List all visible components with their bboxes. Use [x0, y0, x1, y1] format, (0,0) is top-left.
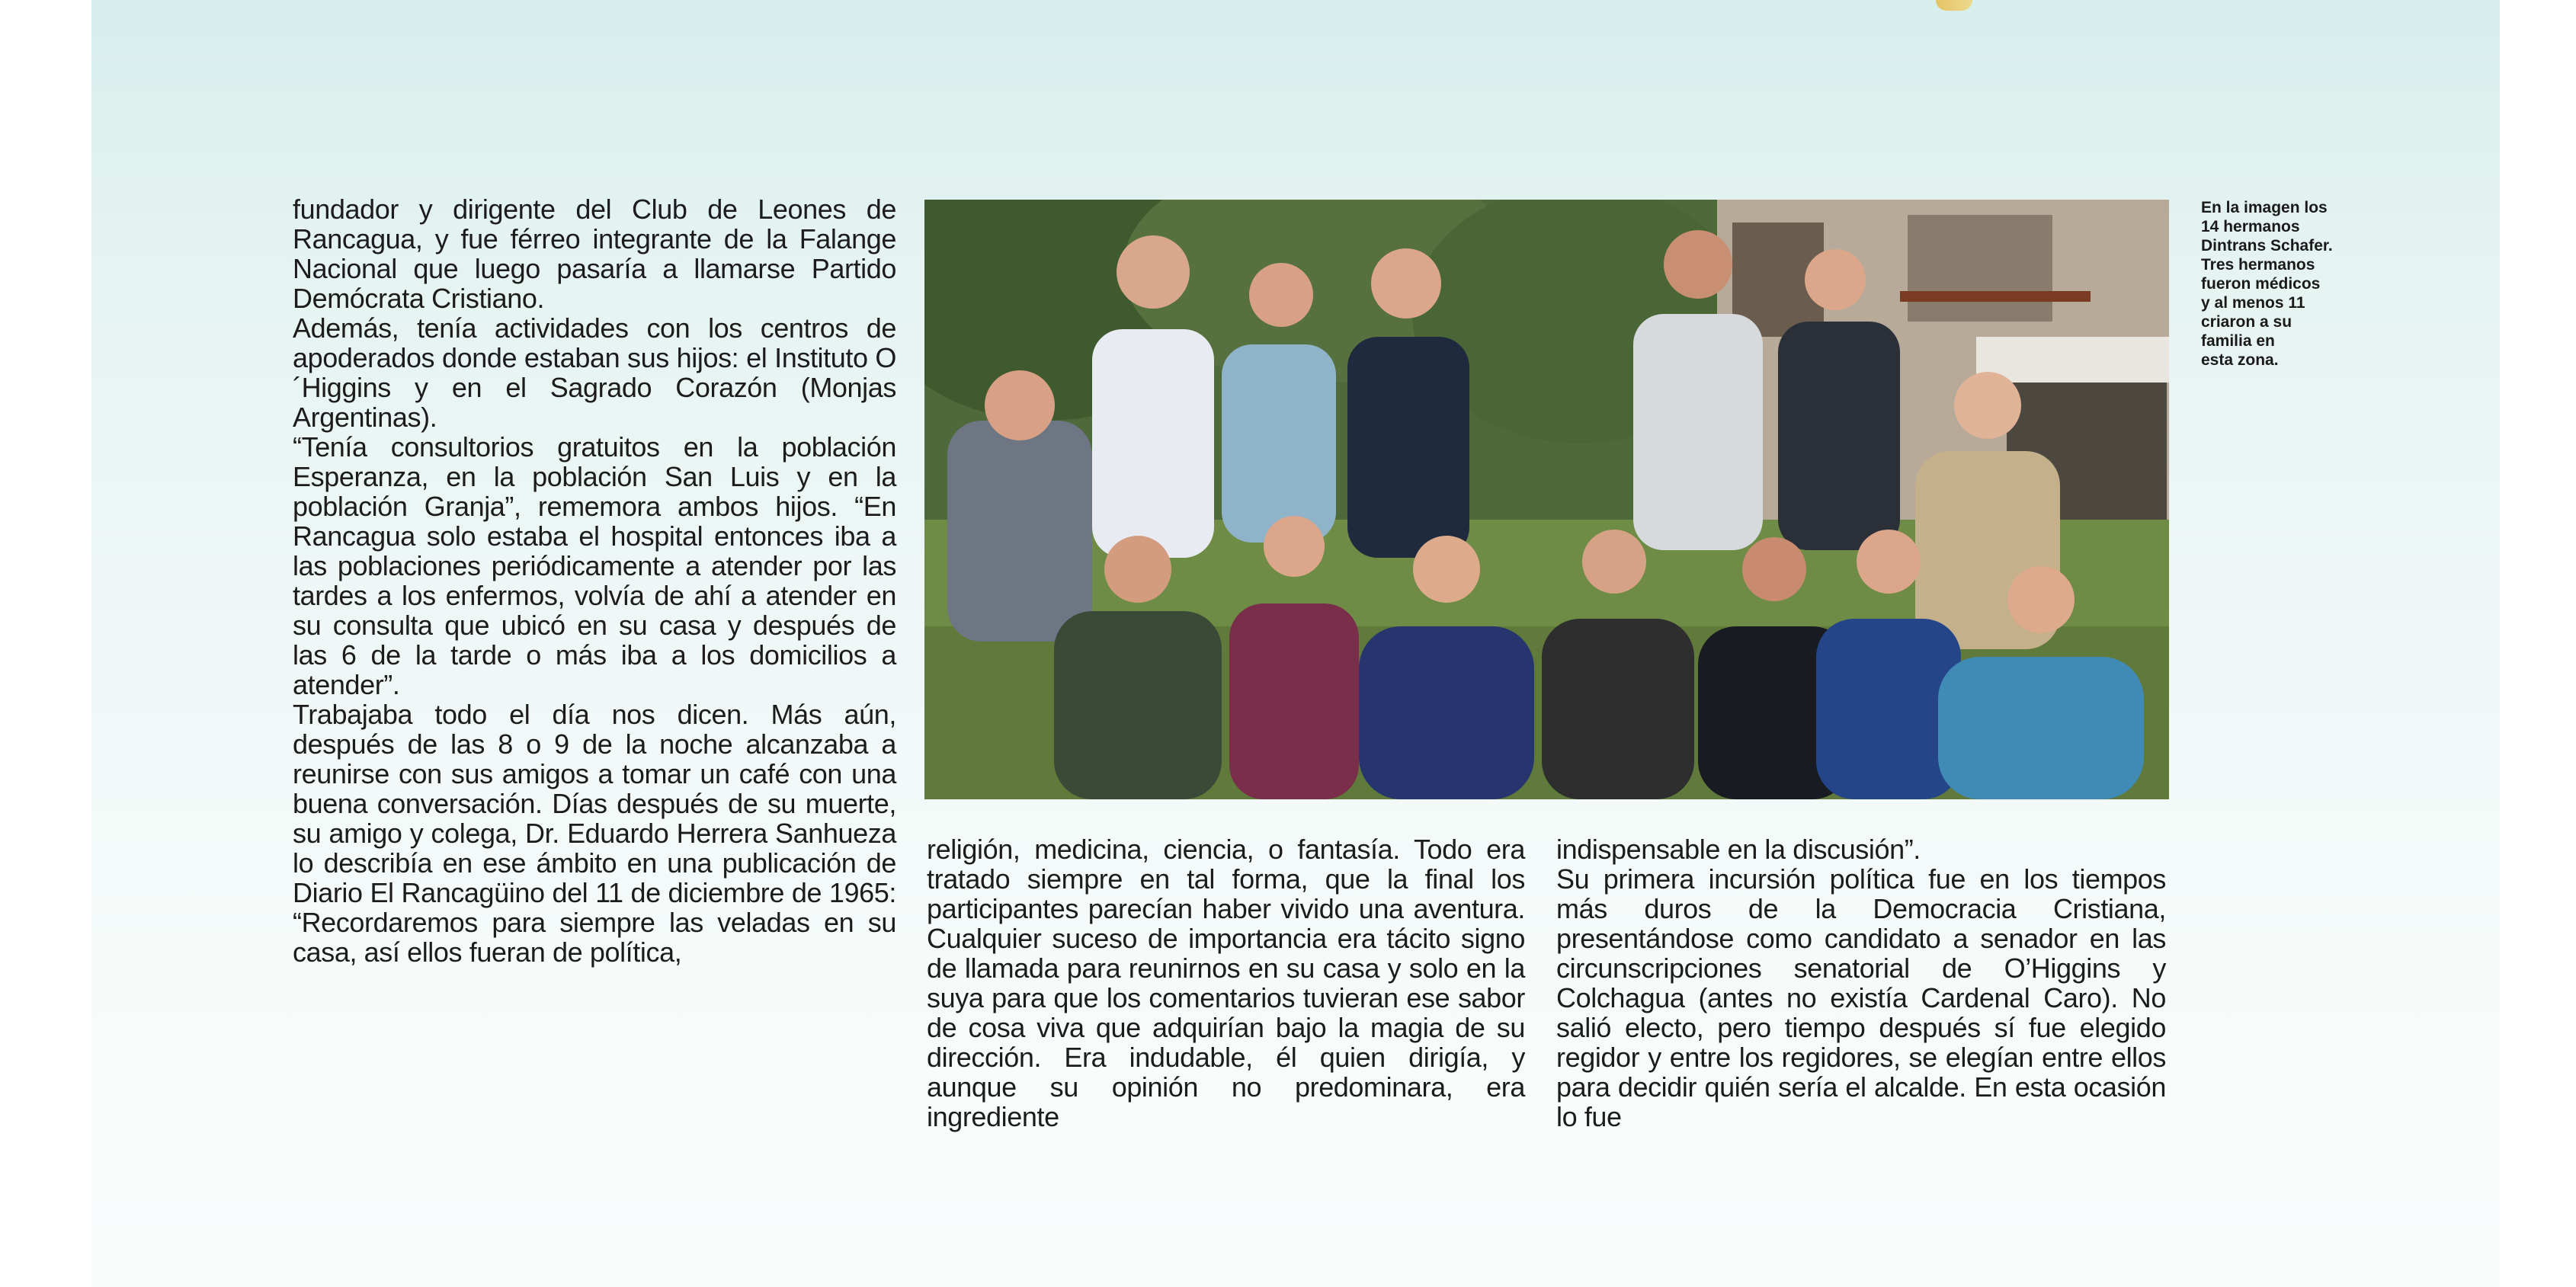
article-column-left	[293, 194, 896, 967]
article-paragraph: indispensable en la discusión”.	[1556, 834, 1921, 865]
article-column-middle	[927, 834, 1525, 1132]
article-paragraph: fundador y dirigente del Club de Leones de Rancagua, y fue férreo integrante de la Falange Nacional que luego pasaría a llamarse Partido Demócrata Cristiano.	[293, 194, 896, 314]
group-photo	[924, 200, 2169, 799]
article-column-right	[1556, 834, 2166, 1132]
photo-caption: En la imagen los 14 hermanos Dintrans Schafer. Tres hermanos fueron médicos y al menos 11 criaron a su familia en esta zona.	[2201, 199, 2333, 369]
article-paragraph: Su primera incursión política fue en los tiempos más duros de la Democracia Cristiana, presentándose como candidato a senador en las circunscripciones senatorial de O’Higgins y Colchagua (antes no existía Cardenal Caro). No salió electo, pero tiempo después sí fue elegido regidor y entre los regidores, se elegían entre ellos para decidir quién sería el alcalde. En esta ocasión lo fue	[1556, 863, 2166, 1132]
magazine-emblem	[1936, 0, 1972, 11]
article-paragraph: religión, medicina, ciencia, o fantasía. Todo era tratado siempre en tal forma, que la final los participantes parecían haber vivido una aventura. Cualquier suceso de importancia era tácito signo de llamada para reunirnos en su casa y solo en la suya para que los comentarios tuvieran ese sabor de cosa viva que adquirían bajo la magia de su dirección. Era indudable, él quien dirigía, y aunque su opinión no predominara, era ingrediente	[927, 834, 1525, 1132]
article-paragraph: Trabajaba todo el día nos dicen. Más aún, después de las 8 o 9 de la noche alcanzaba a reunirse con sus amigos a tomar un café con una buena conversación. Días después de su muerte, su amigo y colega, Dr. Eduardo Herrera Sanhueza lo describía en ese ámbito en una publicación de Diario El Rancagüino del 11 de diciembre de 1965: “Recordaremos para siempre las veladas en su casa, así ellos fueran de política,	[293, 699, 896, 968]
article-paragraph: Además, tenía actividades con los centros de apoderados donde estaban sus hijos: el Instituto O´Higgins y en el Sagrado Corazón (Monjas Argentinas).	[293, 312, 896, 433]
article-paragraph: “Tenía consultorios gratuitos en la población Esperanza, en la población San Luis y en la población Granja”, rememora ambos hijos. “En Rancagua solo estaba el hospital entonces iba a las poblaciones periódicamente a atender por las tardes a los enfermos, volvía de ahí a atender en su consulta que ubicó en su casa y después de las 6 de la tarde o más iba a los domicilios a atender”.	[293, 431, 896, 700]
